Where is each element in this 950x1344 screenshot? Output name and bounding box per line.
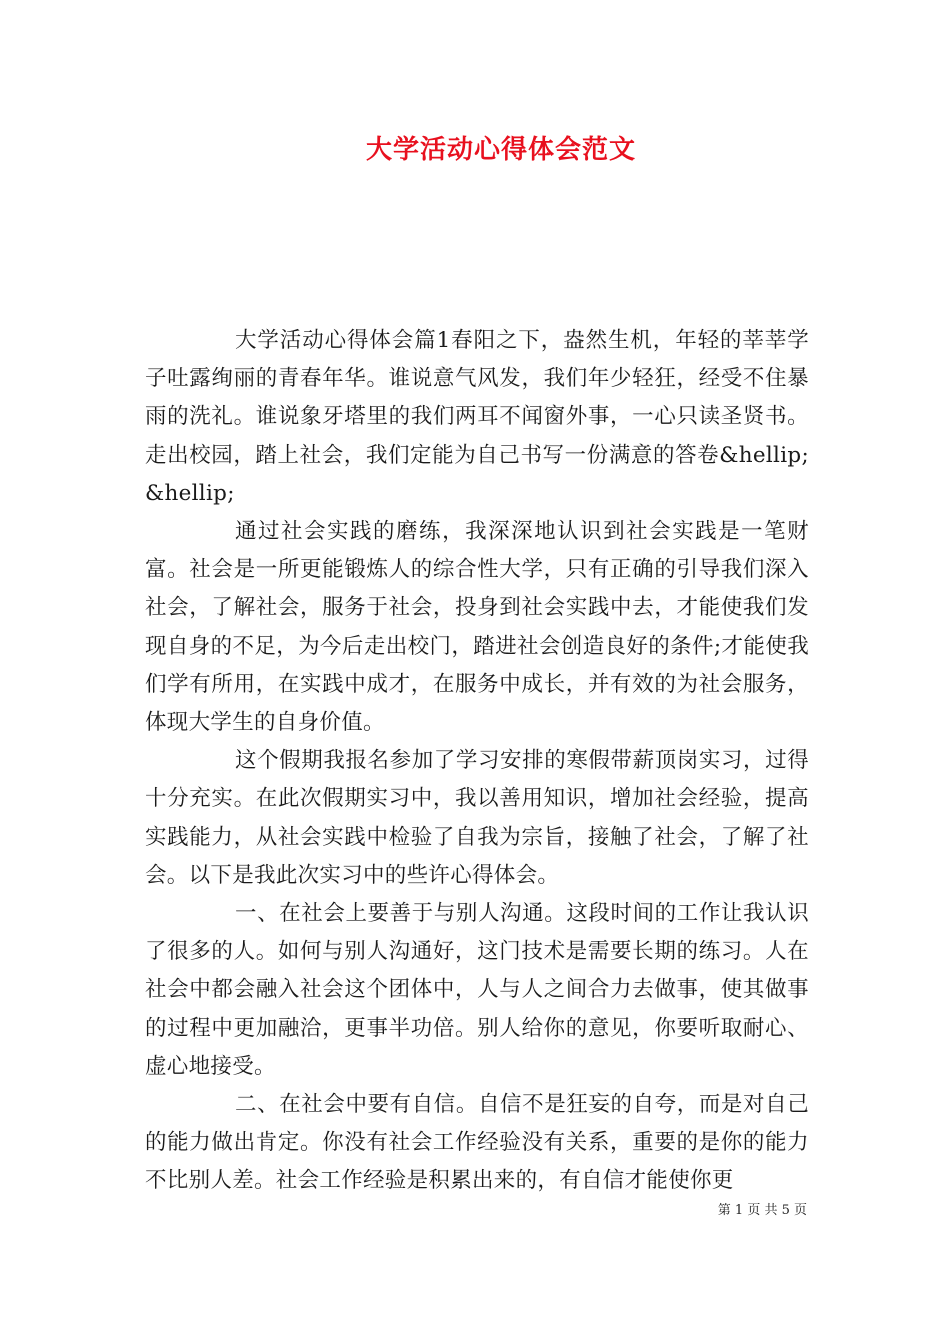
paragraph-4: 一、在社会上要善于与别人沟通。这段时间的工作让我认识了很多的人。如何与别人沟通好，这门技术是需要长期的练习。人在社会中都会融入社会这个团体中，人与人之间合力去做事，使其做事的过程中更加融洽，更事半功倍。别人给你的意见，你要听取耐心、虚心地接受。 xyxy=(145,901,809,1079)
paragraph-5: 二、在社会中要有自信。自信不是狂妄的自夸，而是对自己的能力做出肯定。你没有社会工作经验没有关系，重要的是你的能力不比别人差。社会工作经验是积累出来的，有自信才能使你更 xyxy=(145,1092,809,1194)
document-title: 大学活动心得体会范文 xyxy=(365,135,636,165)
paragraph-2: 通过社会实践的磨练，我深深地认识到社会实践是一笔财富。社会是一所更能锻炼人的综合性大学，只有正确的引导我们深入社会，了解社会，服务于社会，投身到社会实践中去，才能使我们发现自身的不足，为今后走出校门，踏进社会创造良好的条件;才能使我们学有所用，在实践中成才，在服务中成长，并有效的为社会服务，体现大学生的自身价值。 xyxy=(145,519,809,736)
paragraph-3: 这个假期我报名参加了学习安排的寒假带薪顶岗实习，过得十分充实。在此次假期实习中，我以善用知识，增加社会经验，提高实践能力，从社会实践中检验了自我为宗旨，接触了社会，了解了社会。以下是我此次实习中的些许心得体会。 xyxy=(145,748,809,888)
document-body xyxy=(145,322,809,1201)
paragraph-1: 大学活动心得体会篇1春阳之下，盎然生机，年轻的莘莘学子吐露绚丽的青春年华。谁说意气风发，我们年少轻狂，经受不住暴雨的洗礼。谁说象牙塔里的我们两耳不闻窗外事，一心只读圣贤书。走出校园，踏上社会，我们定能为自己书写一份满意的答卷&hellip;&hellip; xyxy=(145,328,809,506)
page-number-footer: 第 1 页 共 5 页 xyxy=(717,1203,807,1218)
